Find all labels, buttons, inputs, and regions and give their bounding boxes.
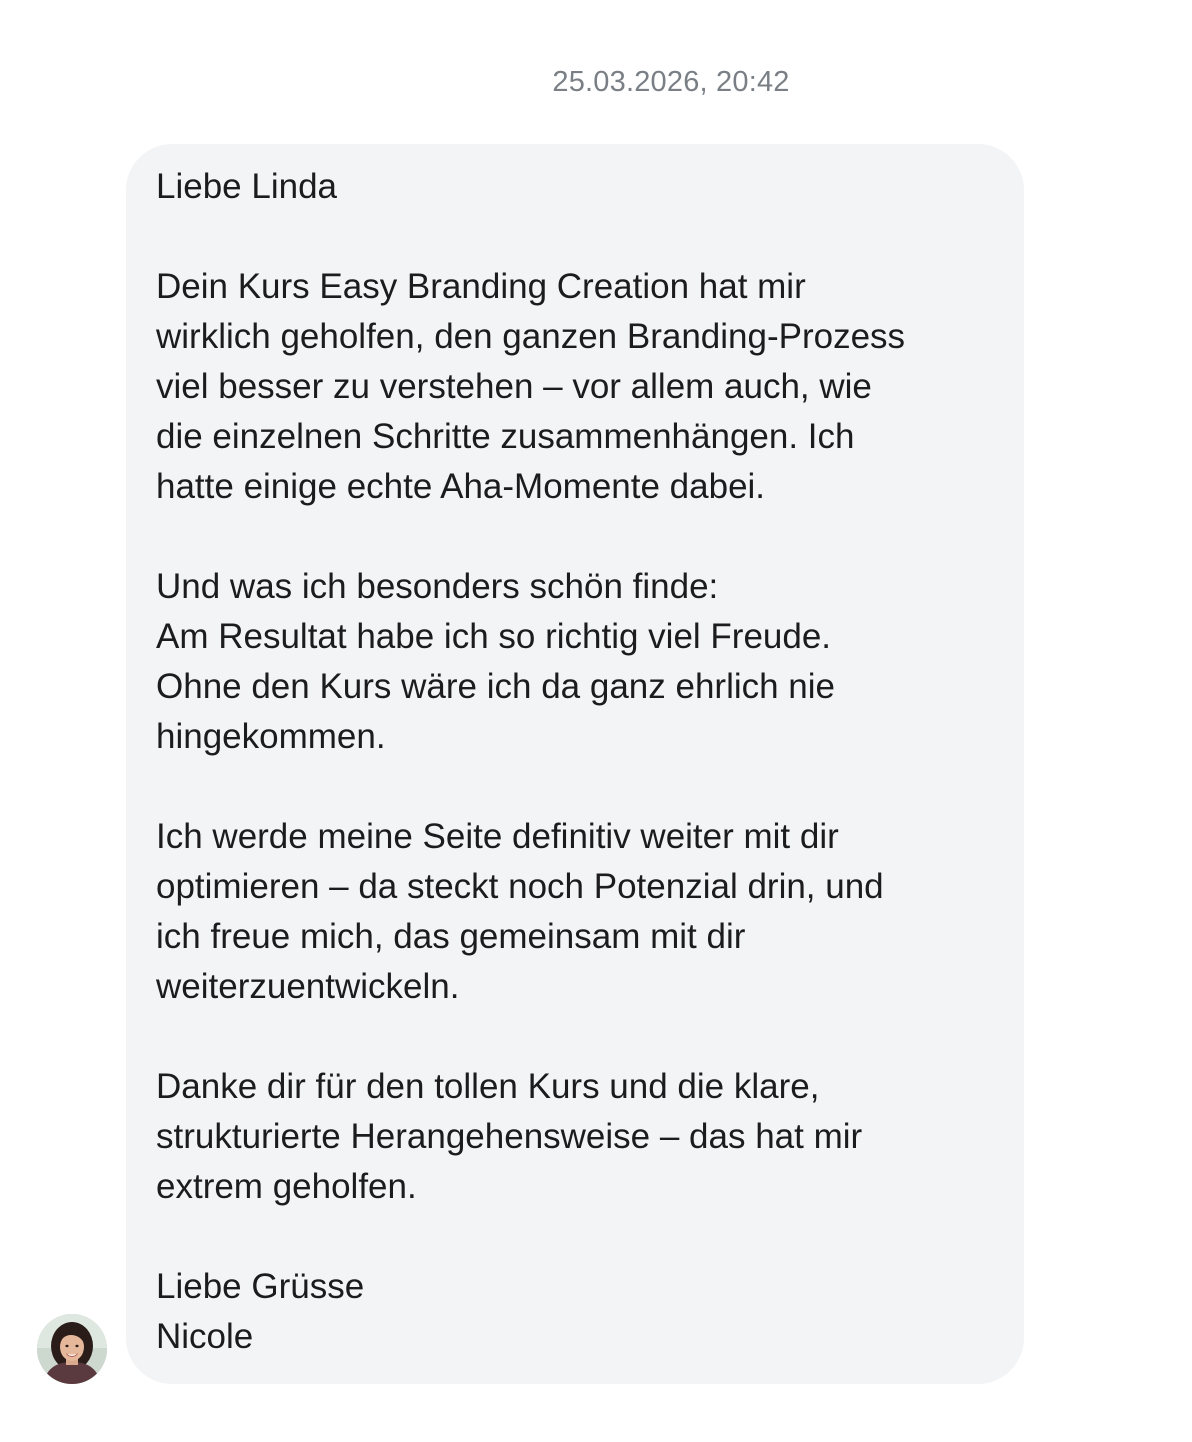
message-line: Und was ich besonders schön finde:: [156, 567, 719, 606]
message-paragraph: [156, 262, 994, 512]
message-line: strukturierte Herangehensweise – das hat mir: [156, 1117, 863, 1156]
message-line: Dein Kurs Easy Branding Creation hat mir: [156, 267, 806, 306]
sender-avatar[interactable]: [37, 1314, 107, 1384]
message-line: Am Resultat habe ich so richtig viel Freude.: [156, 617, 832, 656]
message-paragraph: [156, 812, 994, 1012]
message-paragraph: [156, 162, 994, 212]
message-line: optimieren – da steckt noch Potenzial drin, und: [156, 867, 884, 906]
message-line: extrem geholfen.: [156, 1167, 417, 1206]
message-paragraph: [156, 1062, 994, 1212]
message-line: Ohne den Kurs wäre ich da ganz ehrlich nie: [156, 667, 836, 706]
message-line: hatte einige echte Aha-Momente dabei.: [156, 467, 766, 506]
message-line: hingekommen.: [156, 717, 386, 756]
user-avatar-photo-icon: [37, 1314, 107, 1384]
message-line: wirklich geholfen, den ganzen Branding-Prozess: [156, 317, 906, 356]
message-line: die einzelnen Schritte zusammenhängen. Ich: [156, 417, 855, 456]
message-line: Liebe Linda: [156, 167, 337, 206]
message-paragraph: [156, 562, 994, 762]
message-line: Danke dir für den tollen Kurs und die klare,: [156, 1067, 820, 1106]
message-timestamp: 25.03.2026, 20:42: [552, 66, 790, 98]
message-line: ich freue mich, das gemeinsam mit dir: [156, 917, 746, 956]
message-line: Liebe Grüsse: [156, 1267, 365, 1306]
message-line: Nicole: [156, 1317, 254, 1356]
message-line: weiterzuentwickeln.: [156, 967, 460, 1006]
message-line: Ich werde meine Seite definitiv weiter mit dir: [156, 817, 839, 856]
message-bubble[interactable]: [126, 144, 1024, 1384]
message-paragraph: [156, 1262, 994, 1362]
message-line: viel besser zu verstehen – vor allem auch, wie: [156, 367, 872, 406]
